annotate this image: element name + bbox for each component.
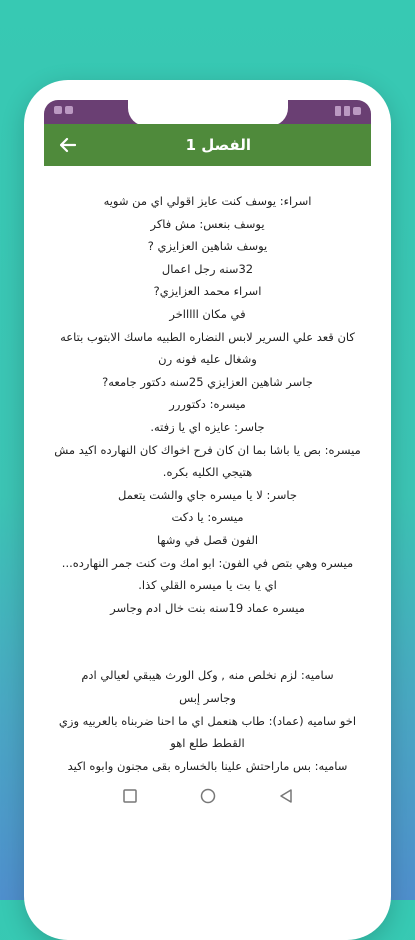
text-line: وشغال عليه فونه رن [158,352,257,367]
text-line: في مكان اااااخر [169,306,246,321]
triangle-back-icon [279,789,293,803]
home-button[interactable] [198,786,218,806]
text-line: ميسره عماد 19سنه بنت خال ادم وجاسر [110,600,305,615]
text-line: جاسر: لا يا ميسره جاي والشت يتعمل [118,487,297,502]
text-line [44,642,371,665]
phone-frame [24,80,391,940]
camera-notch [128,100,288,126]
text-line: كان قعد علي السرير لابس النضاره الطبيه ماسك الابتوب بتاعه [60,329,355,344]
chapter-text [44,190,371,776]
notification-icon [54,106,62,114]
back-button[interactable] [54,131,82,159]
back-nav-button[interactable] [276,786,296,806]
text-line: اسراء: يوسف كنت عايز اقولي اي من شويه [103,194,312,208]
text-line [44,619,371,642]
text-line: ساميه: بس ماراحتش علينا بالخساره بقى مجنون وابوه اكيد [67,758,348,773]
arrow-left-icon [60,137,76,153]
text-line: ميسره: دكتوررر [169,397,246,412]
status-icons-right [335,106,361,116]
status-icons-left [54,106,73,114]
wifi-icon [344,106,350,116]
text-line: يوسف بنعس: مش فاكر [150,216,265,231]
square-icon [123,789,137,803]
notification-icon [65,106,73,114]
system-navigation-bar [24,776,391,816]
text-line: اسراء محمد العزايزي? [153,284,262,299]
text-line: يوسف شاهين العزايزي ? [147,239,268,254]
text-line: القطط طلع اهو [170,736,245,751]
text-line: الفون قصل في وشها [156,532,259,547]
text-line: ميسره: يا دكت [171,510,244,525]
battery-icon [353,107,361,115]
text-line: جاسر شاهين العزايزي 25سنه دكتور جامعه? [102,374,313,389]
circle-icon [200,788,216,804]
recent-apps-button[interactable] [120,786,140,806]
text-line: وجاسر إبس [179,691,236,706]
text-line: هتيجي الكليه بكره. [162,465,253,480]
signal-icon [335,106,341,116]
text-line: اخو ساميه (عماد): طاب هنعمل اي ما احنا ضربناه بالعربيه وزي [58,713,357,728]
text-line: 32سنه رجل اعمال [161,261,254,276]
app-bar [44,124,371,166]
page-title: الفصل 1 [185,136,251,154]
status-bar [44,100,371,124]
text-line: ميسره: بص يا باشا بما ان كان فرح اخواك كان النهارده اكيد مش [54,442,361,457]
text-line: ساميه: لزم نخلص منه , وكل الورث هيبقي لعيالي ادم [81,668,334,683]
text-line: جاسر: عايزه اي يا زفته. [150,419,265,434]
text-line: اي يا بت يا ميسره القلي كذا. [138,578,277,593]
text-line: ميسره وهي بتص في الفون: ابو امك وت كنت جمر النهارده... [61,555,354,570]
